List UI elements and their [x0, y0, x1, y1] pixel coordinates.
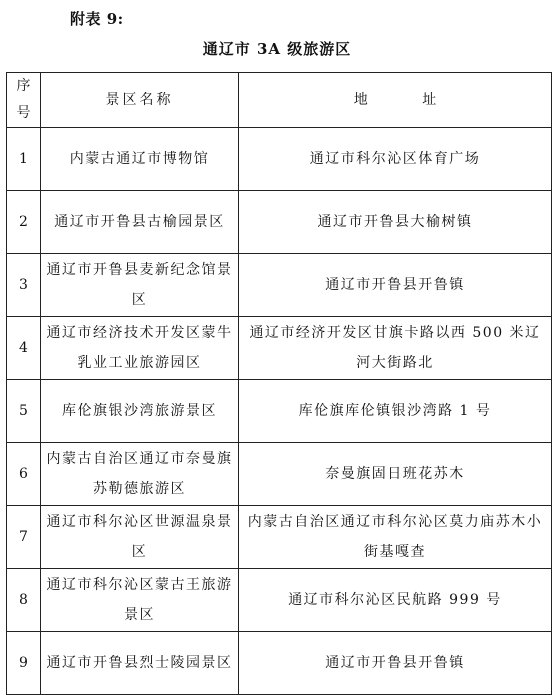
- row-number: 7: [7, 506, 41, 569]
- scenic-area-name: 通辽市科尔沁区世源温泉景区: [41, 506, 239, 569]
- table-row: [7, 317, 552, 380]
- document-title: 通辽市 3A 级旅游区: [202, 40, 352, 58]
- scenic-area-name: 通辽市开鲁县古榆园景区: [41, 191, 239, 254]
- table-row: [7, 254, 552, 317]
- row-number: 8: [7, 569, 41, 632]
- table-row: [7, 632, 552, 695]
- scenic-area-address: 通辽市开鲁县开鲁镇: [239, 254, 552, 317]
- scenic-area-address: 奈曼旗固日班花苏木: [239, 443, 552, 506]
- scenic-area-address: 通辽市开鲁县大榆树镇: [239, 191, 552, 254]
- scenic-area-address: 通辽市科尔沁区体育广场: [239, 128, 552, 191]
- scenic-area-name: 通辽市开鲁县麦新纪念馆景区: [41, 254, 239, 317]
- scenic-area-name: 通辽市开鲁县烈士陵园景区: [41, 632, 239, 695]
- table-row: [7, 128, 552, 191]
- scenic-area-address: 内蒙古自治区通辽市科尔沁区莫力庙苏木小街基嘎查: [239, 506, 552, 569]
- scenic-area-address: 通辽市开鲁县开鲁镇: [239, 632, 552, 695]
- scenic-area-name: 内蒙古自治区通辽市奈曼旗苏勒德旅游区: [41, 443, 239, 506]
- row-number: 4: [7, 317, 41, 380]
- scenic-area-address: 库伦旗库伦镇银沙湾路 1 号: [239, 380, 552, 443]
- scenic-area-name: 通辽市经济技术开发区蒙牛乳业工业旅游园区: [41, 317, 239, 380]
- table-row: [7, 443, 552, 506]
- scenic-area-name: 内蒙古通辽市博物馆: [41, 128, 239, 191]
- column-header-number: 序号: [7, 73, 41, 128]
- table-row: [7, 569, 552, 632]
- scenic-area-name: 通辽市科尔沁区蒙古王旅游景区: [41, 569, 239, 632]
- column-header-name: 景区名称: [41, 73, 239, 128]
- column-header-address: 地 址: [239, 73, 552, 128]
- row-number: 2: [7, 191, 41, 254]
- row-number: 6: [7, 443, 41, 506]
- table-row: [7, 191, 552, 254]
- scenic-area-table: [6, 72, 552, 695]
- scenic-area-name: 库伦旗银沙湾旅游景区: [41, 380, 239, 443]
- row-number: 9: [7, 632, 41, 695]
- scenic-area-address: 通辽市经济开发区甘旗卡路以西 500 米辽河大街路北: [239, 317, 552, 380]
- scenic-area-address: 通辽市科尔沁区民航路 999 号: [239, 569, 552, 632]
- row-number: 3: [7, 254, 41, 317]
- row-number: 5: [7, 380, 41, 443]
- appendix-label: 附表 9:: [70, 10, 124, 28]
- row-number: 1: [7, 128, 41, 191]
- table-row: [7, 506, 552, 569]
- table-header-row: [7, 73, 552, 128]
- table-row: [7, 380, 552, 443]
